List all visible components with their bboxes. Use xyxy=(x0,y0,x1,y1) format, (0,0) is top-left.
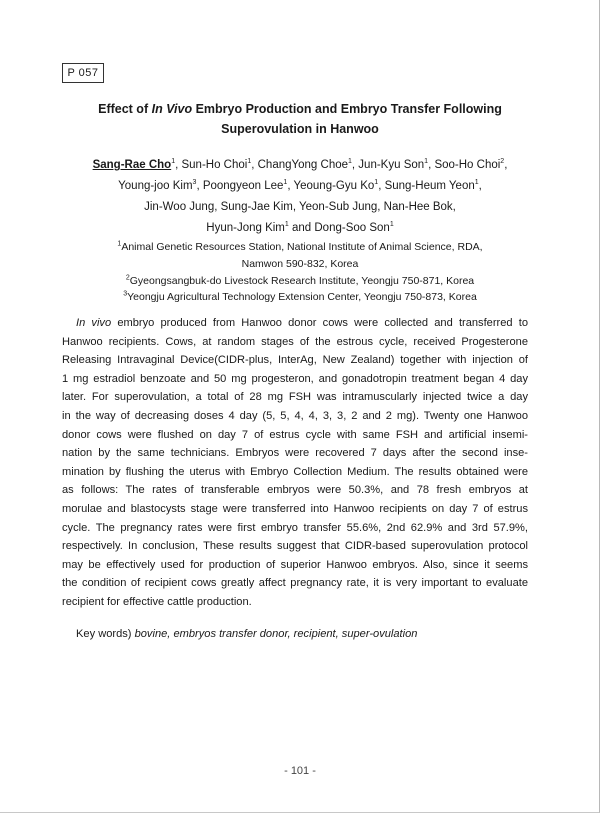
author-line-2: Young-joo Kim$^3$, Poongyeon Lee$^1$, Yeoung-Gyu Ko$^1$, Sung-Heum Yeon$^1$, xyxy=(118,179,482,192)
presenting-author: Sang-Rae Cho xyxy=(92,159,172,171)
abstract-line: morulae and blastocysts stage were transferred into Hanwoo recipients on day 7 of estrus xyxy=(62,502,528,515)
affiliation-2: $^2$Gyeongsangbuk-do Livestock Research Institute, Yeongju 750-871, Korea xyxy=(125,274,475,287)
abstract-line: Releasing Intravaginal Device(CIDR-plus, InterAg, New Zealand) together with injection of xyxy=(62,354,528,367)
keywords xyxy=(76,626,417,642)
abstract-line: mination by flushing the uterus with Embryo Collection Medium. The results obtained were xyxy=(62,465,528,478)
affiliation-1-cont: Namwon 590-832, Korea xyxy=(241,257,359,270)
paper-title-line-1: Effect of In Vivo Embryo Production and Embryo Transfer Following xyxy=(98,102,502,116)
author-line-4: Hyun-Jong Kim$^1$ and Dong-Soo Son$^1$ xyxy=(206,221,394,234)
abstract-line: nation by the same technicians. Embryos were recovered 7 days after the second inse- xyxy=(62,447,528,460)
page-number: - 101 - xyxy=(284,765,316,777)
abstract-line: respectively. In conclusion, These results suggest that CIDR-based superovulation protocol xyxy=(62,540,528,553)
abstract-line: may be effectively used for production of superior Hanwoo embryos. Also, since it seems xyxy=(62,558,528,571)
abstract-body xyxy=(62,314,528,612)
abstract-line: recipient for effective cattle production. xyxy=(62,595,252,608)
abstract-line: the condition of recipient cows greatly affect pregnancy rate, it is very important to evaluate xyxy=(62,577,528,590)
keywords-label: Key words) xyxy=(76,628,132,640)
affiliation-3: $^3$Yeongju Agricultural Technology Extension Center, Yeongju 750-873, Korea xyxy=(123,290,477,304)
affiliation-list xyxy=(0,239,600,306)
keywords-terms: bovine, embryos transfer donor, recipient, super-ovulation xyxy=(134,628,418,640)
poster-code: P 057 xyxy=(62,63,104,83)
abstract-line: Hanwoo recipients. Cows, at random stages of the estrous cycle, received Progesterone xyxy=(62,335,528,348)
abstract-line: as follows: The rates of transferable embryos were 50.3%, and 78 fresh embryos at xyxy=(62,484,528,497)
paper-title-line-2: Superovulation in Hanwoo xyxy=(221,122,379,136)
abstract-line: in the way of decreasing doses 4 day (5, 5, 4, 4, 3, 3, 2 and 2 mg). Twenty one Hanwoo xyxy=(62,409,528,422)
abstract-line: donor cows were flushed on day 7 of estrus cycle with same FSH and artificial insemi- xyxy=(62,428,528,441)
abstract-line: In vivo embryo produced from Hanwoo donor cows were collected and transferred to xyxy=(76,317,529,329)
author-line-3: Jin-Woo Jung, Sung-Jae Kim, Yeon-Sub Jung, Nan-Hee Bok, xyxy=(144,201,456,213)
abstract-line: later. For superovulation, a total of 28 mg FSH was intramuscularly injected twice a day xyxy=(62,391,528,404)
abstract-line: cycle. The pregnancy rates were first embryo transfer 55.6%, 2nd 62.9% and 3rd 57.9%, xyxy=(62,521,528,534)
affiliation-1: $^1$Animal Genetic Resources Station, National Institute of Animal Science, RDA, xyxy=(117,240,483,253)
author-line-1: Sang-Rae Cho$^1$, Sun-Ho Choi$^1$, ChangYong Choe$^1$, Jun-Kyu Son$^1$, Soo-Ho Choi$^2$, xyxy=(92,158,508,171)
abstract-line: 1 mg estradiol benzoate and 50 mg progesteron, and gonadotropin treatment began 4 day xyxy=(62,372,528,385)
author-list xyxy=(0,155,600,239)
